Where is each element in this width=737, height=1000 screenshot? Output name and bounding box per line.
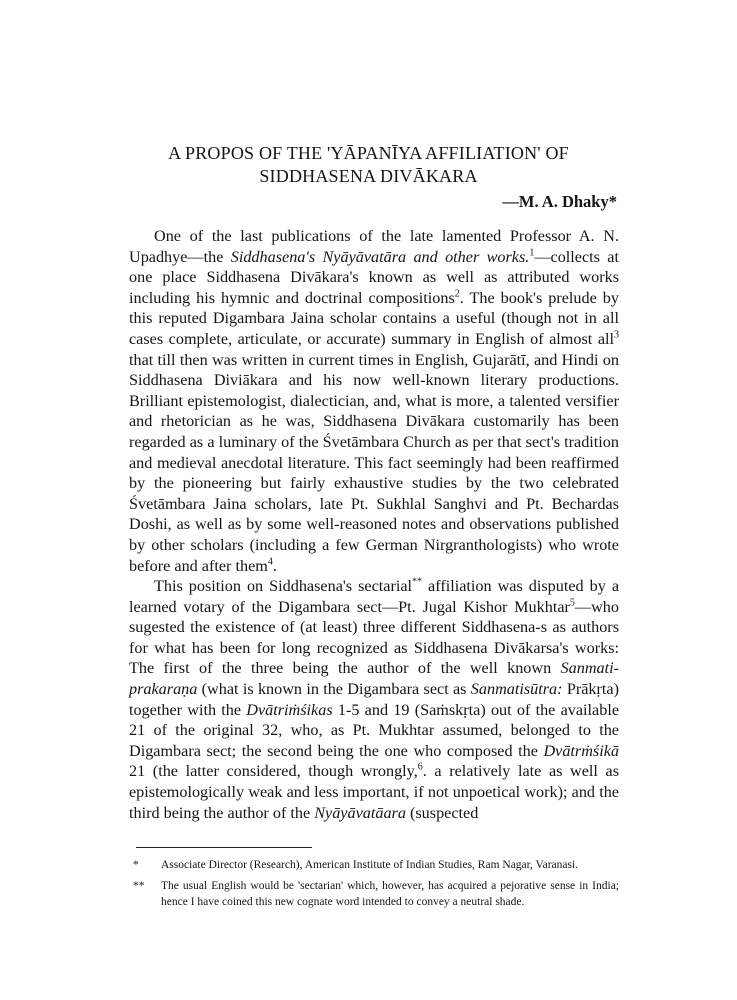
text-run: . The book's prelude by this reputed Digambara Jaina scholar contains a useful (though not in all cases complete, articulate, or accurate) summary in English of almost all (129, 288, 619, 348)
text-run: One of the last publications of the late lamented Professor A. N. Upadhye—the (129, 227, 619, 266)
text-run: 1-5 and 19 (Saṁskṛta) out of the available 21 of the original 32, who, as Pt. Mukhtar assumed, belonged to the Digambara sect; the second being the one who composed the (129, 700, 620, 760)
paragraph-1 (129, 226, 619, 576)
text-run: . a relatively late as well as epistemologically weak and less important, if not unpoetical work); and the third being the author of the (129, 762, 620, 822)
footnote (133, 857, 619, 874)
footnote-divider (136, 847, 312, 848)
footnote-ref: 6 (417, 762, 423, 774)
work-title: Sanmatisūtra: (470, 680, 563, 699)
text-run: —who sugested the existence of (at least) three different Siddhasena-s as authors for what has been for long recognized as Siddhasena Divākarsa's works: The first of the three being the author of the well known (129, 597, 619, 678)
text-run: (suspected (405, 803, 479, 822)
work-title: Dvātrṁśikā (543, 741, 619, 760)
text-run: (what is known in the Digambara sect as (197, 680, 471, 699)
footnote-ref: ** (412, 576, 423, 588)
footnotes (133, 857, 619, 915)
text-run: 21 (the latter considered, though wrongly, (129, 762, 418, 781)
work-title: Dvātriṁśikas (246, 700, 333, 719)
article-body (129, 226, 619, 823)
footnote-ref: 1 (529, 247, 535, 259)
text-run: Prākṛta) together with the (129, 680, 619, 719)
work-title: Nyāyāvatāara (314, 803, 406, 822)
footnote-ref: 2 (454, 288, 460, 300)
footnote-text: Associate Director (Research), American Institute of Indian Studies, Ram Nagar, Varanasi. (161, 859, 579, 871)
title-line-1: A PROPOS OF THE 'YĀPANĪYA AFFILIATION' OF (168, 143, 569, 163)
author-byline: —M. A. Dhaky* (502, 192, 617, 211)
work-title: Sanmati-prakaraṇa (129, 659, 619, 699)
book-title: Siddhasena's Nyāyāvatāra and other works. (230, 247, 530, 266)
paragraph-2 (129, 576, 619, 823)
footnote-ref: 4 (267, 556, 273, 568)
text-run: This position on Siddhasena's sectarial (154, 577, 413, 596)
text-run: affiliation was disputed by a learned votary of the Digambara sect—Pt. Jugal Kishor Mukhtar (129, 577, 619, 616)
footnote-ref: 3 (614, 329, 619, 341)
footnote-mark: * (133, 859, 139, 871)
text-run: . (272, 556, 277, 575)
article-title (0, 142, 737, 188)
footnote-text: The usual English would be 'sectarian' which, however, has acquired a pejorative sense in India; hence I have coined this new cognate word intended to convey a neutral shade. (161, 879, 619, 908)
title-line-2: SIDDHASENA DIVĀKARA (259, 166, 478, 186)
footnote-mark: ** (133, 879, 145, 892)
footnote (133, 878, 619, 911)
text-run: that till then was written in current times in English, Gujarātī, and Hindi on Siddhasena Diviākara and his now well-known literary productions. Brilliant epistemologist, dialectician, and, what is more, a talented versifier and rhetorician as he was, Siddhasena Divākara customarily has been regarded as a luminary of the Śvetāmbara Church as per that sect's tradition and medieval anecdotal literature. This fact seemingly had been reaffirmed by the pioneering but fairly exhaustive studies by the two celebrated Śvetāmbara Jaina scholars, late Pt. Sukhlal Sanghvi and Pt. Bechardas Doshi, as well as by some well-reasoned notes and observations published by other scholars (including a few German Nirgranthologists) who wrote before and after them (129, 350, 619, 575)
footnote-ref: 5 (569, 597, 575, 609)
text-run: —collects at one place Siddhasena Divākara's known as well as attributed works including his hymnic and doctrinal compositions (129, 247, 619, 307)
